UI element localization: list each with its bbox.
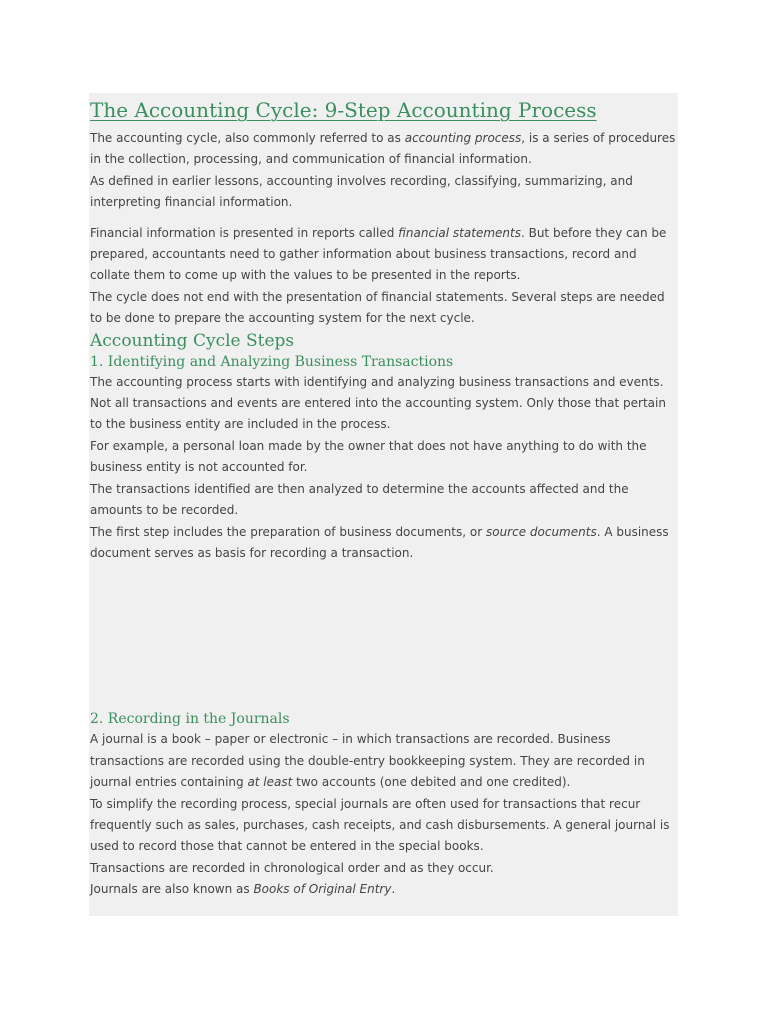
step-2-heading: 2. Recording in the Journals [90,711,290,728]
step-2-p1-text-b: two accounts (one debited and one credited). [292,775,571,790]
intro-p3-text-b: . But before they can be prepared, accountants need to gather information about business transactions, record and collate them to come up with the values to be presented in the reports. [90,225,667,283]
step-2-paragraph-1 [90,729,678,793]
step-2-p1-text-a: A journal is a book – paper or electronic – in which transactions are recorded. Business transactions are recorded using the double-entry bookkeeping system. They are recorded in journal entries containing [90,732,645,790]
article [90,96,678,901]
step-2-p4-text-b: . [391,882,396,897]
step-2-paragraph-3: Transactions are recorded in chronological order and as they occur. [90,860,494,875]
step-2-p4-emphasis: Books of Original Entry [253,882,392,897]
intro-p3-text-a: Financial information is presented in reports called [90,225,399,240]
intro-paragraph-3 [90,223,678,287]
step-2-paragraph-4 [90,879,678,900]
step-1-heading: 1. Identifying and Analyzing Business Transactions [90,353,454,370]
page-title[interactable]: The Accounting Cycle: 9-Step Accounting Process [90,98,597,122]
step-2-p4-text-a: Journals are also known as [90,882,254,897]
intro-paragraph-4: The cycle does not end with the presentation of financial statements. Several steps are needed to be done to prepare the accounting system for the next cycle. [90,289,665,326]
intro-paragraph-2: As defined in earlier lessons, accounting involves recording, classifying, summarizing, and interpreting financial information. [90,173,633,210]
intro-paragraph-1 [90,128,678,171]
step-1-p4-text-b: . A business document serves as basis for recording a transaction. [90,524,669,560]
step-1-paragraph-4 [90,522,678,565]
steps-heading: Accounting Cycle Steps [90,330,295,351]
step-1-paragraph-3: The transactions identified are then analyzed to determine the accounts affected and the amounts to be recorded. [90,481,629,518]
step-1-paragraph-1: The accounting process starts with identifying and analyzing business transactions and events. Not all transactions and events are entered into the accounting system. Only those that pertain to the business entity are included in the process. [90,374,666,432]
step-1-paragraph-2: For example, a personal loan made by the owner that does not have anything to do with the business entity is not accounted for. [90,438,647,475]
spacer [90,214,678,223]
intro-p1-text-a: The accounting cycle, also commonly referred to as [90,131,405,145]
intro-p1-text-b: , is a series of procedures in the collection, processing, and communication of financial information. [90,131,676,167]
intro-p1-emphasis: accounting process [404,131,522,145]
intro-p3-emphasis: financial statements [398,225,521,240]
step-2-p1-emphasis: at least [247,775,293,790]
step-1-p4-emphasis: source documents [485,524,597,539]
image-placeholder [90,564,678,709]
step-1-p4-text-a: The first step includes the preparation of business documents, or [90,524,486,539]
step-2-paragraph-2: To simplify the recording process, special journals are often used for transactions that recur frequently such as sales, purchases, cash receipts, and cash disbursements. A general journal is used to record those that cannot be entered in the special books. [90,796,670,854]
